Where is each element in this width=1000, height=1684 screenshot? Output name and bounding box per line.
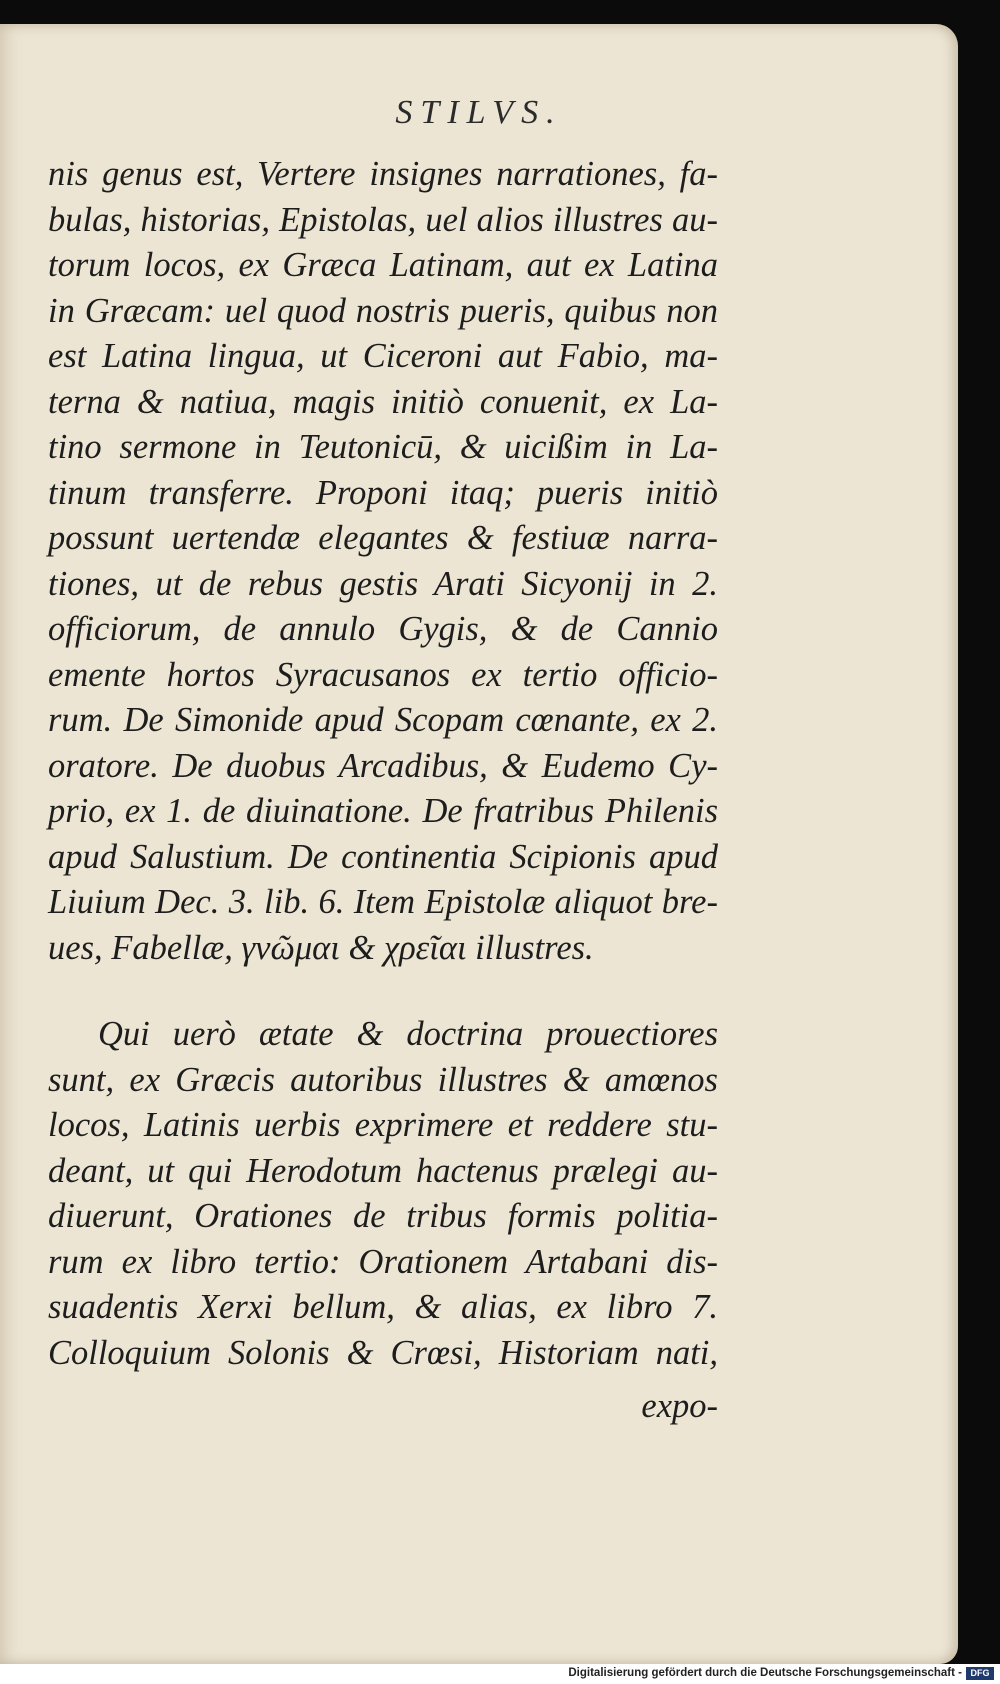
text-line: deant, ut qui Herodotum hactenus prælegi au-: [48, 1151, 718, 1190]
funding-credit: Digitalisierung gefördert durch die Deutsche Forschungsgemeinschaft -: [568, 1667, 962, 1679]
paragraph-1: [48, 152, 718, 971]
running-title: STILVS.: [395, 94, 563, 131]
text-line: sunt, ex Græcis autoribus illustres & amœnos: [48, 1060, 718, 1099]
text-line: bulas, historias, Epistolas, uel alios illustres au-: [48, 200, 718, 239]
dfg-logo-icon: DFG: [966, 1667, 994, 1680]
text-line: ues, Fabellæ, γνῶμαι & χρεῖαι illustres.: [48, 928, 594, 967]
text-line: torum locos, ex Græca Latinam, aut ex Latina: [48, 246, 718, 284]
footer-bar: [0, 1664, 1000, 1684]
text-line: est Latina lingua, ut Ciceroni aut Fabio, ma-: [48, 337, 718, 375]
text-line: Qui uerò ætate & doctrina prouectiores: [98, 1015, 718, 1053]
text-line: emente hortos Syracusanos ex tertio officio-: [48, 655, 718, 694]
text-line: suadentis Xerxi bellum, & alias, ex libro 7.: [48, 1288, 718, 1326]
text-line: prio, ex 1. de diuinatione. De fratribus Philenis: [48, 792, 718, 830]
text-line: Colloquium Solonis & Crœsi, Historiam nati,: [48, 1333, 718, 1372]
text-line: apud Salustium. De continentia Scipionis apud: [48, 837, 718, 876]
text-line: rum ex libro tertio: Orationem Artabani dis-: [48, 1242, 718, 1281]
text-line: tinum transferre. Proponi itaq; pueris initiò: [48, 473, 718, 512]
text-line: locos, Latinis uerbis exprimere et reddere stu-: [48, 1106, 718, 1144]
catchword: expo-: [641, 1387, 718, 1425]
text-line: tino sermone in Teutonicū, & uicißim in La-: [48, 428, 718, 466]
book-page: [0, 24, 958, 1664]
text-line: terna & natiua, magis initiò conuenit, ex La-: [48, 382, 718, 421]
text-line: rum. De Simonide apud Scopam cœnante, ex 2.: [48, 701, 718, 739]
text-line: officiorum, de annulo Gygis, & de Cannio: [48, 610, 718, 648]
text-line: nis genus est, Vertere insignes narrationes, fa-: [48, 155, 718, 193]
text-line: Liuium Dec. 3. lib. 6. Item Epistolæ aliquot bre-: [48, 883, 718, 921]
text-line: diuerunt, Orationes de tribus formis politia-: [48, 1197, 718, 1235]
text-line: oratore. De duobus Arcadibus, & Eudemo Cy-: [48, 746, 718, 785]
paragraph-2: [48, 1012, 718, 1376]
text-line: possunt uertendæ elegantes & festiuæ narra-: [48, 519, 718, 557]
text-line: in Græcam: uel quod nostris pueris, quibus non: [48, 291, 718, 330]
text-line: tiones, ut de rebus gestis Arati Sicyonij in 2.: [48, 564, 718, 603]
